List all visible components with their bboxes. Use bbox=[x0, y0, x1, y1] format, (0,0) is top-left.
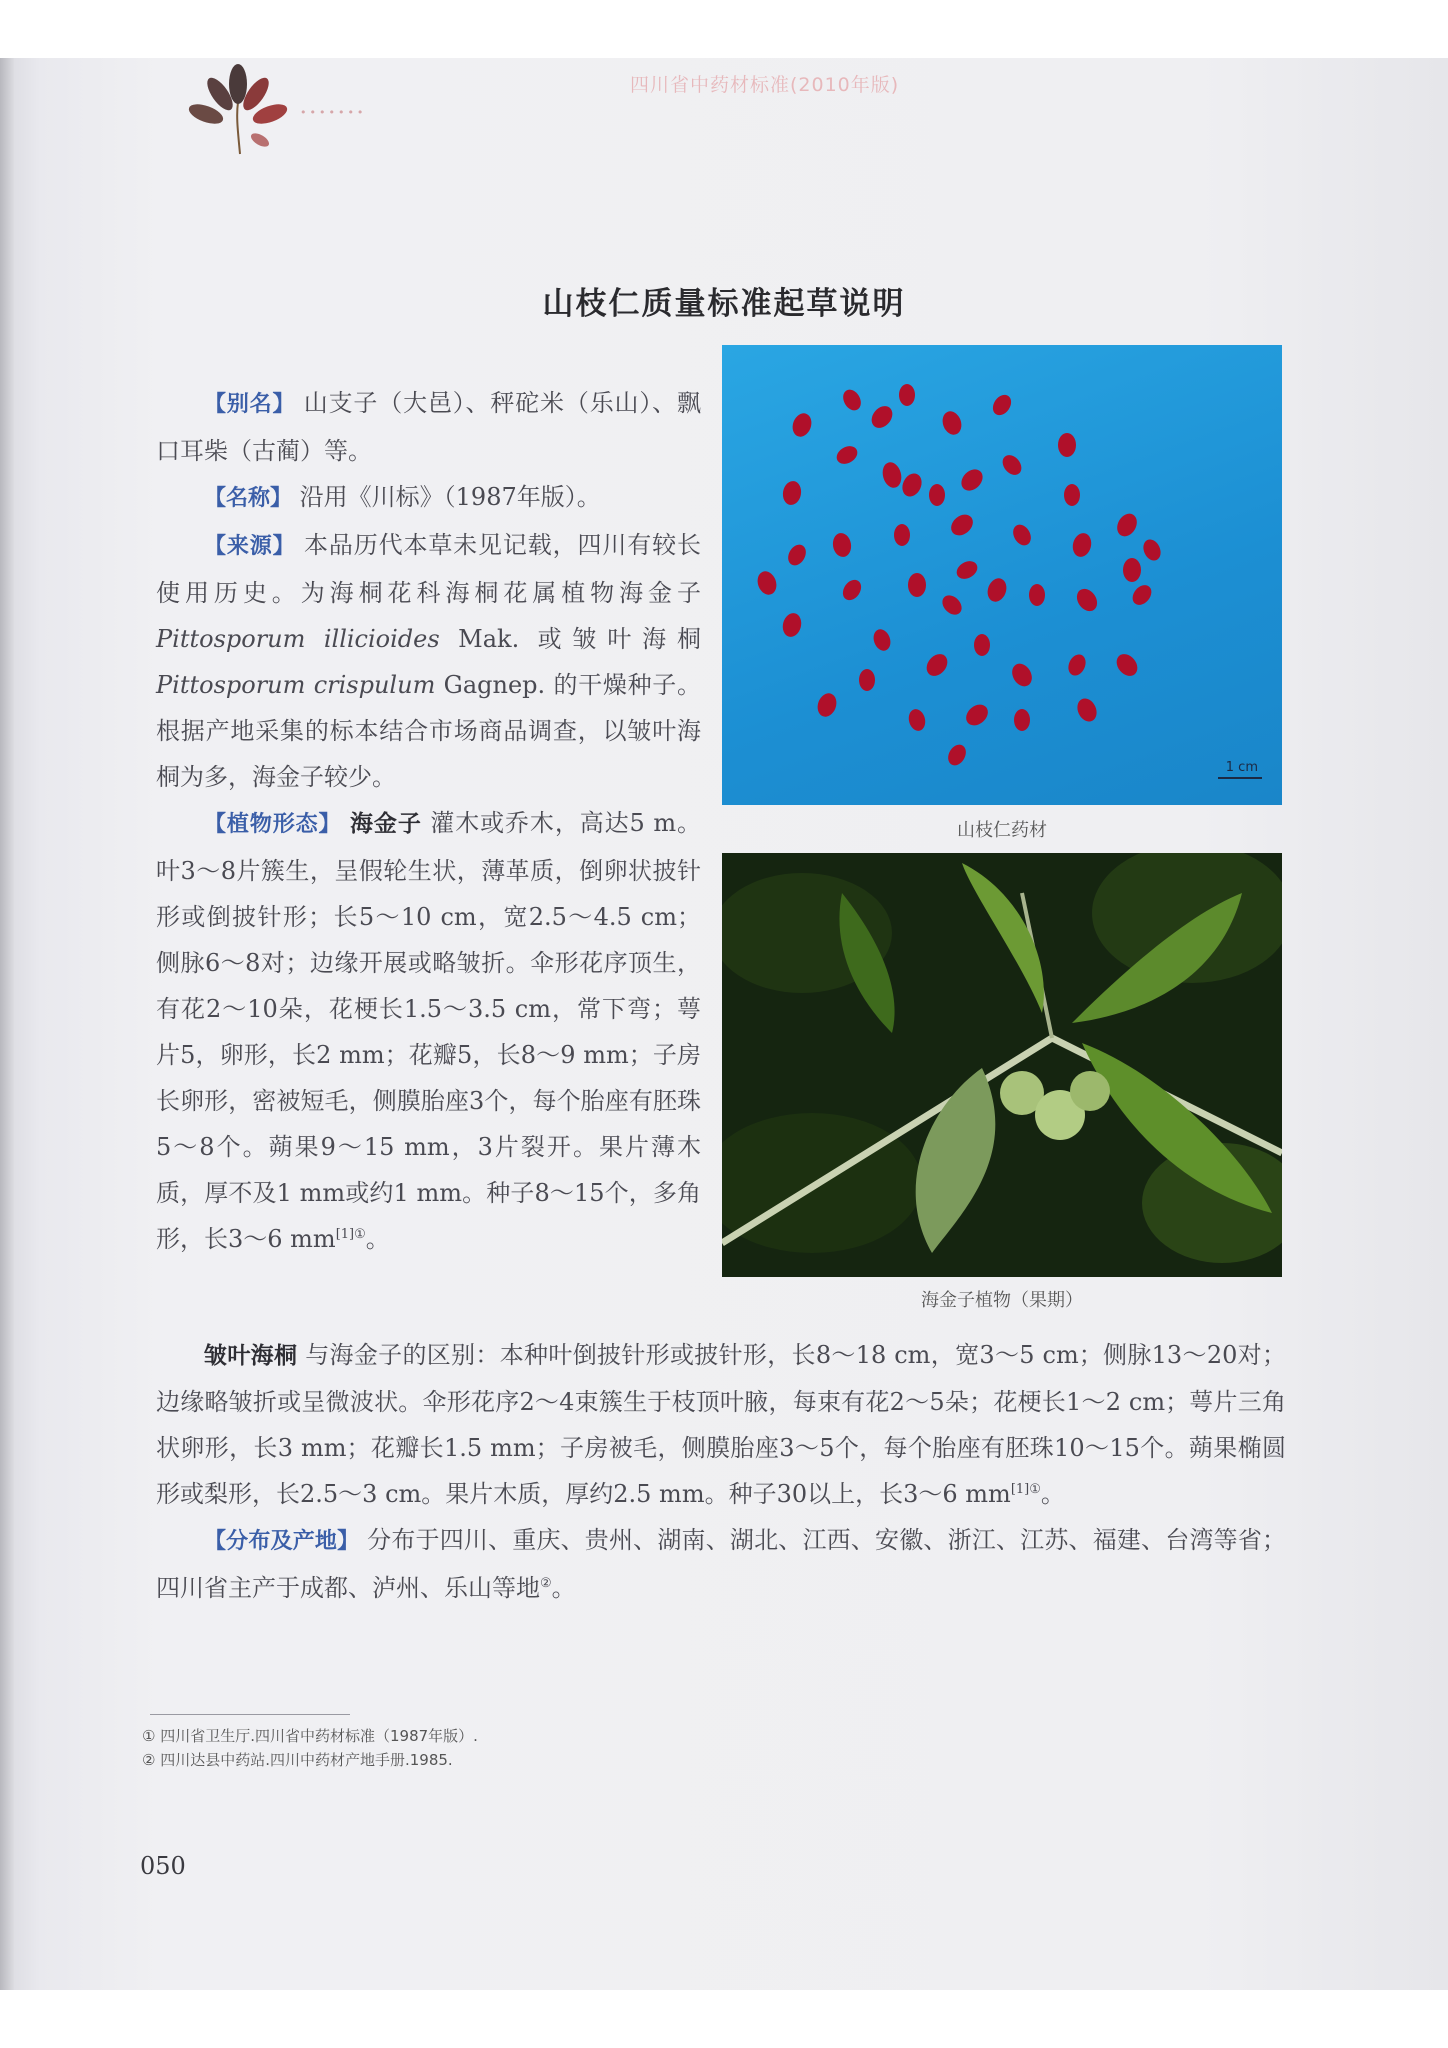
name-paragraph bbox=[156, 474, 701, 522]
footnote-2: ② 四川达县中药站.四川中药材产地手册.1985. bbox=[142, 1751, 453, 1769]
alias-tag: 【别名】 bbox=[204, 392, 296, 417]
distribution-text: 分布于四川、重庆、贵州、湖南、湖北、江西、安徽、浙江、江苏、福建、台湾等省；四川省主产于成都、泸州、乐山等地 bbox=[156, 1526, 1286, 1602]
source-tag: 【来源】 bbox=[204, 534, 296, 559]
source-paragraph bbox=[156, 522, 701, 800]
page-title: 山枝仁质量标准起草说明 bbox=[542, 286, 906, 322]
crispulum-ref: [1]① bbox=[1010, 1482, 1041, 1497]
header-dots: ••••••• bbox=[300, 106, 367, 119]
crispulum-end: 。 bbox=[1040, 1480, 1065, 1508]
crispulum-paragraph bbox=[156, 1332, 1286, 1517]
alias-paragraph bbox=[156, 380, 701, 474]
distribution-paragraph bbox=[156, 1517, 1286, 1611]
photo2-caption: 海金子植物（果期） bbox=[921, 1290, 1083, 1311]
footnote-1: ① 四川省卫生厅.四川省中药材标准（1987年版）. bbox=[142, 1727, 478, 1745]
distribution-tag: 【分布及产地】 bbox=[204, 1529, 360, 1554]
photo1-caption: 山枝仁药材 bbox=[957, 820, 1047, 841]
name-text: 沿用《川标》（1987年版）。 bbox=[299, 483, 601, 511]
source-latin-1: Pittosporum illicioides bbox=[156, 625, 440, 653]
morphology-species: 海金子 bbox=[350, 811, 422, 837]
morphology-end: 。 bbox=[365, 1225, 390, 1253]
name-tag: 【名称】 bbox=[204, 486, 293, 511]
footnotes bbox=[142, 1724, 478, 1772]
source-text-2: Mak. 或皱叶海桐 bbox=[458, 625, 701, 653]
left-column bbox=[156, 380, 701, 1262]
distribution-end: 。 bbox=[551, 1574, 576, 1602]
morphology-paragraph bbox=[156, 800, 701, 1262]
seeds-image bbox=[722, 345, 1282, 805]
crispulum-name: 皱叶海桐 bbox=[204, 1343, 298, 1369]
plant-image bbox=[722, 853, 1282, 1277]
source-text-3: Gagnep. 的干燥种子。根据产地采集的标本结合市场商品调查，以皱叶海桐为多，海金子较少。 bbox=[156, 671, 702, 791]
alias-text-1: 山支子（大邑）、秤砣米（乐 bbox=[303, 389, 615, 417]
footnote-rule bbox=[150, 1714, 350, 1715]
seed-photo bbox=[722, 345, 1282, 805]
morphology-ref: [1]① bbox=[335, 1227, 366, 1242]
morphology-text: 灌木或乔木，高达5 m。叶3～8片簇生，呈假轮生状，薄革质，倒卵状披针形或倒披针形；长5～10 cm，宽2.5～4.5 cm；侧脉6～8对；边缘开展或略皱折。伞形花序顶生，有花2～10朵，花梗长1.5～3.5 cm，常下弯；萼片5，卵形，长2 mm；花瓣5，长8～9 mm；子房长卵形，密被短毛，侧膜胎座3个，每个胎座有胚珠5～8个。蒴果9～15 mm，3片裂开。果片薄木质，厚不及1 mm或约1 mm。种子8～15个，多角形，长3～6 mm bbox=[156, 809, 702, 1253]
page-edge bbox=[0, 58, 14, 1990]
running-header: 四川省中药材标准(2010年版) bbox=[630, 74, 900, 96]
source-text-1: 本品历代本草未见记载，四川有较长使用历史。为海桐花科海桐花属植物海金子 bbox=[156, 531, 701, 607]
plant-photo bbox=[722, 853, 1282, 1277]
full-width-column bbox=[156, 1332, 1286, 1611]
distribution-ref: ② bbox=[540, 1576, 552, 1591]
scale-bar bbox=[1218, 777, 1262, 779]
page-number: 050 bbox=[140, 1852, 186, 1880]
alias-text-2: 山）、飘口耳柴（古蔺）等。 bbox=[156, 389, 702, 465]
leaf-logo-icon bbox=[178, 62, 298, 162]
morphology-tag: 【植物形态】 bbox=[204, 812, 342, 837]
crispulum-text: 与海金子的区别：本种叶倒披针形或披针形，长8～18 cm，宽3～5 cm；侧脉13～20对；边缘略皱折或呈微波状。伞形花序2～4束簇生于枝顶叶腋，每束有花2～5朵；花梗长1～2 cm；萼片三角状卵形，长3 mm；花瓣长1.5 mm；子房被毛，侧膜胎座3～5个，每个胎座有胚珠10～15个。蒴果椭圆形或梨形，长2.5～3 cm。果片木质，厚约2.5 mm。种子30以上，长3～6 mm bbox=[156, 1341, 1286, 1508]
source-latin-2: Pittosporum crispulum bbox=[156, 671, 436, 699]
scale-label: 1 cm bbox=[1225, 760, 1258, 775]
